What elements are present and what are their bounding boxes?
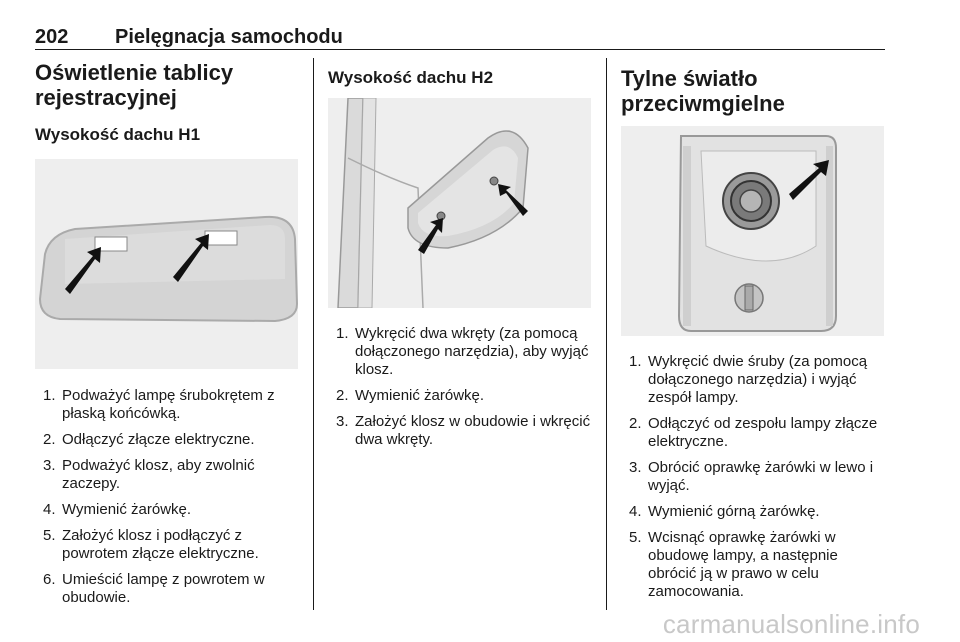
figure-roof-h2-lamp [328,98,591,308]
header-rule [35,49,885,50]
list-item: 1. Wykręcić dwie śruby (za pomocą dołączonego narzędzia) i wyjąć zespół lampy. [629,353,868,406]
steps-list-h2 [328,325,593,449]
column-roof-h2 [328,60,593,457]
page-header [35,26,885,50]
list-item: 1. Wykręcić dwa wkręty (za pomocą dołączonego narzędzia), aby wyjąć klosz. [336,325,589,378]
list-item: 2. Odłączyć od zespołu lampy złącze elektryczne. [629,415,878,450]
steps-list-h1 [35,387,300,607]
column-divider-1 [313,58,314,610]
list-item: 5. Wcisnąć oprawkę żarówki w obudowę lampy, a następnie obrócić ją w prawo w celu zamocowania. [629,529,838,600]
list-item: 1. Podważyć lampę śrubokrętem z płaską końcówką. [43,387,275,422]
watermark: carmanualsonline.info [662,609,920,639]
column-divider-2 [606,58,607,610]
figure-license-plate-lamp [35,159,298,369]
steps-list-fog [621,353,889,601]
page-title: Pielęgnacja samochodu [115,26,343,48]
list-item: 3. Założyć klosz w obudowie i wkręcić dwa wkręty. [336,413,591,448]
subheading-roof-h2: Wysokość dachu H2 [328,68,494,87]
list-item: 6. Umieścić lampę z powrotem w obudowie. [43,571,265,606]
subheading-roof-h1: Wysokość dachu H1 [35,125,201,144]
figure-rear-fog-lamp [621,126,884,336]
list-item: 3. Podważyć klosz, aby zwolnić zaczepy. [43,457,255,492]
column-license-plate-light [35,60,300,615]
list-item: 4. Wymienić górną żarówkę. [629,503,820,520]
section-heading-rear-fog-light: Tylne światło przeciwmgielne [621,66,785,116]
column-rear-fog-light [621,60,889,609]
page-number: 202 [35,26,69,48]
list-item: 4. Wymienić żarówkę. [43,501,192,518]
section-heading-license-plate: Oświetlenie tablicy rejestracyjnej [35,60,234,110]
list-item: 5. Założyć klosz i podłączyć z powrotem złącze elektryczne. [43,527,259,562]
list-item: 2. Wymienić żarówkę. [336,387,485,404]
list-item: 2. Odłączyć złącze elektryczne. [43,431,255,448]
list-item: 3. Obrócić oprawkę żarówki w lewo i wyjąć. [629,459,874,494]
